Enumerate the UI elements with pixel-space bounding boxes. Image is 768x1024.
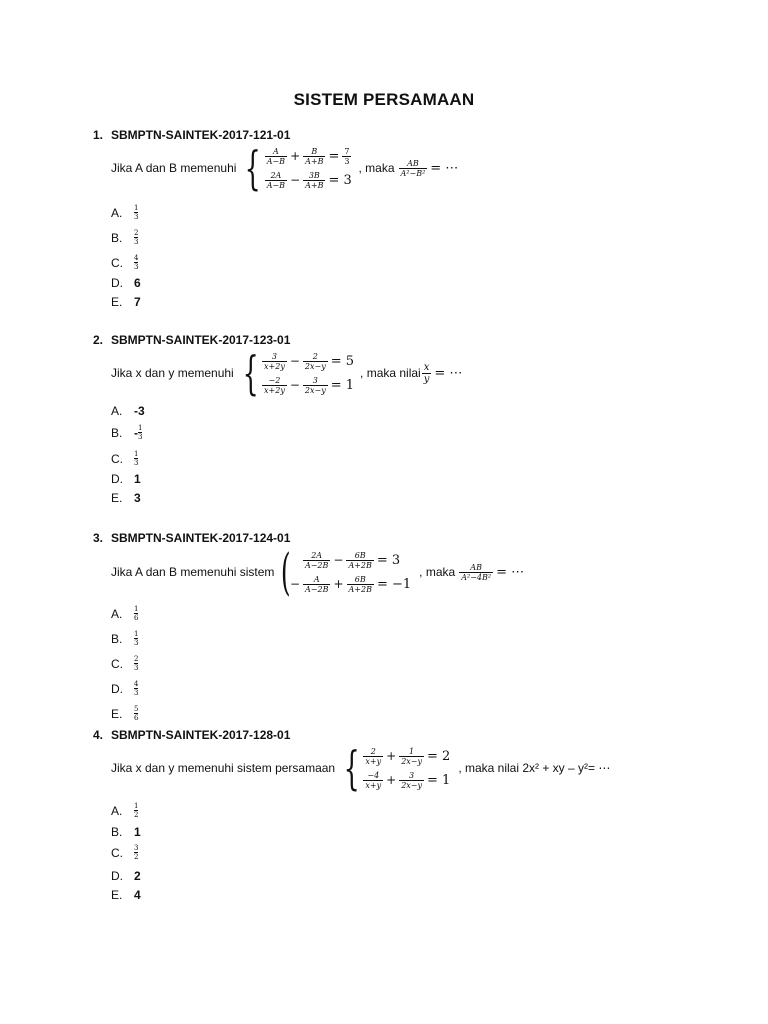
equation-row: $\frac{-4}{x+y}$ + $\frac{3}{2x-y}$ = 1 <box>365 770 451 790</box>
option-a[interactable]: A. 1 3 <box>111 204 139 221</box>
option-c[interactable]: C. 3 2 <box>111 844 139 861</box>
question-text: Jika A dan B memenuhi sistem <box>111 565 275 579</box>
left-brace: { <box>242 346 259 400</box>
fraction: $\frac{B}{A+B}$ <box>305 146 324 166</box>
question-number: 4. <box>93 728 104 742</box>
equation-row: $\frac{-2}{x+2y}$ − $\frac{3}{2x-y}$ = 1 <box>264 375 355 395</box>
option-a[interactable]: A. -3 <box>111 404 145 418</box>
ask-text: , maka <box>358 161 395 175</box>
fraction: $\frac{1}{2x-y}$ <box>401 746 423 766</box>
fraction: $\frac{-2}{x+2y}$ <box>264 375 285 395</box>
equation-system <box>264 144 353 192</box>
option-b[interactable]: B. 1 3 <box>111 630 139 647</box>
equation-system <box>290 548 411 596</box>
fraction: $\frac{A}{A-B}$ <box>266 146 286 166</box>
ask-text: , maka nilai 2x² + xy – y²= ⋯ <box>458 761 611 775</box>
equation-row: $\frac{2A}{A-B}$ − $\frac{3B}{A+B}$ = 3 <box>266 170 352 190</box>
fraction: $\frac{6B}{A+2B}$ <box>348 574 372 594</box>
equation-system <box>362 744 450 792</box>
equation-row: $\frac{A}{A-B}$ + $\frac{B}{A+B}$ = $\frac{7}{3}$ <box>266 146 350 166</box>
fraction: $\frac{2}{2x-y}$ <box>304 351 326 371</box>
option-a[interactable]: A. 1 6 <box>111 605 139 622</box>
option-a[interactable]: A. 1 2 <box>111 802 139 819</box>
ask-fraction: $\frac{AB}{\text{A²−4B²}}$ <box>461 562 492 582</box>
fraction: $\frac{-4}{x+y}$ <box>365 770 382 790</box>
question-statement <box>111 346 463 400</box>
equation-row: $\frac{2}{x+y}$ + $\frac{1}{2x-y}$ = 2 <box>365 746 451 766</box>
option-b[interactable]: B. 2 3 <box>111 229 139 246</box>
option-c[interactable]: C. 2 3 <box>111 655 139 672</box>
option-d[interactable]: D. 2 <box>111 869 141 883</box>
option-d[interactable]: D. 4 3 <box>111 680 139 697</box>
equation-row: − $\frac{A}{A-2B}$ + $\frac{6B}{A+2B}$ = −1 <box>289 574 412 594</box>
fraction: $\frac{3}{2x-y}$ <box>304 375 326 395</box>
question-text: Jika x dan y memenuhi <box>111 366 234 380</box>
left-brace: { <box>343 741 360 795</box>
page-title: SISTEM PERSAMAAN <box>293 90 475 109</box>
question-header <box>93 128 290 142</box>
ask-tail: = ⋯ <box>430 160 459 176</box>
fraction: $\frac{7}{3}$ <box>344 146 350 166</box>
fraction: $\frac{2A}{A-B}$ <box>266 170 286 190</box>
option-b[interactable]: B. - 1 3 <box>111 424 143 441</box>
left-paren: ( <box>281 543 292 601</box>
question-text: Jika A dan B memenuhi <box>111 161 237 175</box>
question-statement <box>111 141 459 195</box>
question-statement <box>111 543 525 601</box>
question-statement <box>111 741 611 795</box>
option-c[interactable]: C. 1 3 <box>111 450 139 467</box>
fraction: $\frac{3}{x+2y}$ <box>264 351 285 371</box>
equation-row: $\frac{3}{x+2y}$ − $\frac{2}{2x-y}$ = 5 <box>264 351 355 371</box>
fraction: $\frac{3B}{A+B}$ <box>305 170 324 190</box>
question-source: SBMPTN-SAINTEK-2017-123-01 <box>111 333 291 347</box>
option-e[interactable]: E. 4 <box>111 888 141 902</box>
question-source: SBMPTN-SAINTEK-2017-128-01 <box>111 728 291 742</box>
option-e[interactable]: E. 3 <box>111 491 141 505</box>
option-e[interactable]: E. 7 <box>111 295 141 309</box>
question-source: SBMPTN-SAINTEK-2017-124-01 <box>111 531 291 545</box>
option-e[interactable]: E. 5 6 <box>111 705 139 722</box>
question-header <box>93 531 290 545</box>
question-source: SBMPTN-SAINTEK-2017-121-01 <box>111 128 291 142</box>
ask-fraction: $\frac{AB}{\text{A²−B²}}$ <box>400 158 426 178</box>
option-c[interactable]: C. 4 3 <box>111 254 139 271</box>
equation-system <box>261 349 354 397</box>
ask-tail: = ⋯ <box>496 564 525 580</box>
left-brace: { <box>245 141 262 195</box>
option-d[interactable]: D. 6 <box>111 276 141 290</box>
ask-fraction: $\frac{x}{y}$ <box>423 361 430 385</box>
question-header <box>93 333 290 347</box>
question-header <box>93 728 290 742</box>
fraction: $\frac{3}{2x-y}$ <box>401 770 423 790</box>
question-text: Jika x dan y memenuhi sistem persamaan <box>111 761 336 775</box>
option-d[interactable]: D. 1 <box>111 472 141 486</box>
ask-text: , maka nilai <box>360 366 421 380</box>
ask-tail: = ⋯ <box>434 365 463 381</box>
option-b[interactable]: B. 1 <box>111 825 141 839</box>
fraction: $\frac{2A}{A-2B}$ <box>304 550 329 570</box>
ask-text: , maka <box>419 565 456 579</box>
equation-row: $\frac{2A}{A-2B}$ − $\frac{6B}{A+2B}$ = 3 <box>304 550 401 570</box>
question-number: 1. <box>93 128 104 142</box>
question-number: 3. <box>93 531 104 545</box>
fraction: $\frac{A}{A-2B}$ <box>305 574 329 594</box>
question-number: 2. <box>93 333 104 347</box>
fraction: $\frac{6B}{A+2B}$ <box>348 550 372 570</box>
fraction: $\frac{2}{x+y}$ <box>365 746 382 766</box>
